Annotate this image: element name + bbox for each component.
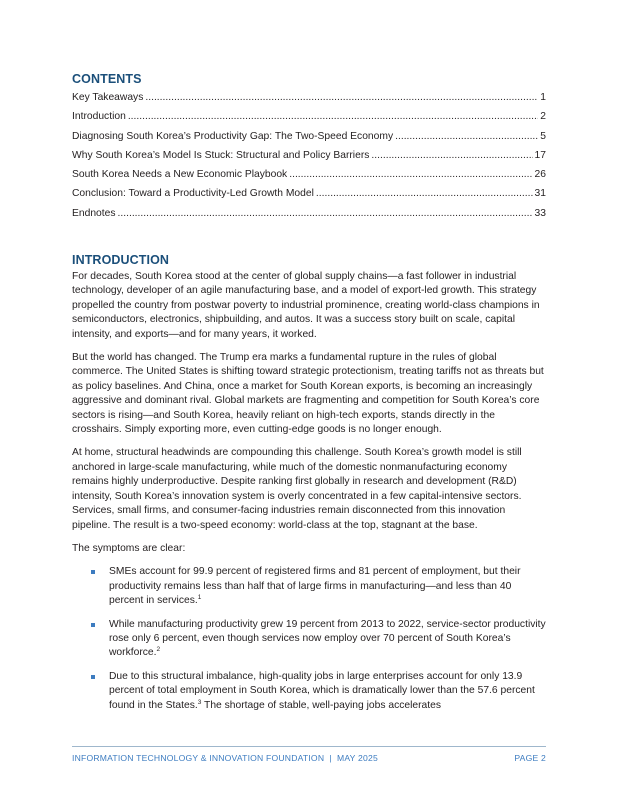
paragraph: The symptoms are clear: — [72, 542, 186, 554]
endnote-ref[interactable]: 2 — [156, 646, 161, 654]
toc-entry-page: 17 — [534, 149, 546, 161]
paragraph: For decades, South Korea stood at the center of global supply chains—a fast follower in industrial technology, developer of an agile manufacturing base, and a model of export-led growth. This strategy propelled the country from postwar poverty to industrial prominence, creating world-class champions in semiconductors, electronics, shipbuilding, and autos. It was a success story built on scale, capital intensity, and exports—and for many years, it worked. — [72, 271, 540, 340]
square-bullet-icon — [91, 675, 95, 679]
toc-leader-dots — [118, 207, 533, 221]
toc-leader-dots — [371, 149, 532, 163]
footer-publisher: INFORMATION TECHNOLOGY & INNOVATION FOUNDATION | MAY 2025 — [72, 753, 378, 763]
toc-entry-title: Key Takeaways — [72, 92, 144, 103]
toc-entry[interactable] — [72, 168, 546, 187]
toc-entry-title: Why South Korea’s Model Is Stuck: Structural and Policy Barriers — [72, 149, 370, 161]
toc-entry-title: South Korea Needs a New Economic Playbook — [72, 169, 288, 181]
page-footer — [72, 753, 546, 763]
contents-heading: CONTENTS — [72, 72, 142, 86]
toc-entry[interactable] — [72, 130, 546, 149]
introduction-heading: INTRODUCTION — [72, 253, 170, 267]
toc-entry-title: Endnotes — [72, 207, 116, 219]
toc-entry-page: 26 — [534, 169, 546, 181]
toc-entry-page: 31 — [534, 188, 546, 200]
toc-entry-page: 33 — [534, 207, 546, 219]
square-bullet-icon — [91, 570, 95, 574]
table-of-contents — [72, 91, 546, 226]
paragraph: At home, structural headwinds are compounding this challenge. South Korea’s growth model is still anchored in large-scale manufacturing, while much of the domestic nonmanufacturing economy remains highly underproductive. Despite ranking first globally in research and development (R&D) intensity, South Korea’s innovation system is overly concentrated in a few capital-intensive sectors. Services, small firms, and consumer-facing industries remain disconnected from this innovation pipeline. The result is a two-speed economy: world-class at the top, stagnant at the base. — [72, 447, 522, 531]
bullet-text-continued: The shortage of stable, well-paying jobs accelerates — [201, 699, 441, 711]
toc-entry-title: Introduction — [72, 111, 126, 123]
toc-leader-dots — [316, 187, 533, 201]
toc-entry-page: 1 — [540, 92, 546, 103]
list-item — [72, 618, 546, 661]
square-bullet-icon — [91, 623, 95, 627]
paragraph: But the world has changed. The Trump era marks a fundamental rupture in the rules of global commerce. The United States is shifting toward strategic protectionism, treating tariffs not as threats but as policy baselines. And China, once a market for South Korean exports, is becoming an increasingly aggressive and dominant rival. Global markets are fragmenting and competition for South Korea’s core sectors is rising—and South Korea, heavily reliant on high-tech exports, stands directly in the crosshairs. Simply exporting more, even cutting-edge goods is no longer enough. — [72, 352, 544, 436]
toc-entry[interactable] — [72, 187, 546, 206]
toc-leader-dots — [395, 130, 538, 144]
bullet-text: SMEs account for 99.9 percent of registered firms and 81 percent of employment, but their productivity remains less than half that of large firms in manufacturing—and less than 40 percent in services. — [109, 566, 521, 607]
toc-entry-title: Diagnosing South Korea’s Productivity Gap: The Two-Speed Economy — [72, 130, 394, 142]
toc-entry[interactable] — [72, 149, 546, 168]
footer-divider — [72, 746, 546, 747]
list-item — [72, 670, 546, 713]
toc-entry-title: Conclusion: Toward a Productivity-Led Growth Model — [72, 188, 314, 200]
bullet-text: Due to this structural imbalance, high-quality jobs in large enterprises account for only 13.9 percent of total employment in South Korea, which is dramatically lower than the 57.6 percent found in the States. — [109, 670, 535, 711]
toc-leader-dots — [289, 168, 532, 182]
list-item — [72, 565, 546, 608]
toc-entry[interactable] — [72, 110, 546, 129]
endnote-ref[interactable]: 3 — [197, 698, 202, 706]
toc-leader-dots — [145, 91, 538, 105]
page-number: PAGE 2 — [514, 753, 546, 763]
bullet-text: While manufacturing productivity grew 19 percent from 2013 to 2022, service-sector productivity rose only 6 percent, even though services now employ over 70 percent of South Korea’s workforce. — [109, 618, 546, 659]
toc-leader-dots — [128, 110, 538, 124]
symptoms-list — [72, 565, 546, 713]
toc-entry-page: 2 — [540, 111, 546, 123]
endnote-ref[interactable]: 1 — [197, 594, 202, 602]
toc-entry[interactable] — [72, 207, 546, 226]
toc-entry-page: 5 — [540, 130, 546, 142]
introduction-body — [72, 270, 546, 722]
toc-entry[interactable] — [72, 91, 546, 110]
